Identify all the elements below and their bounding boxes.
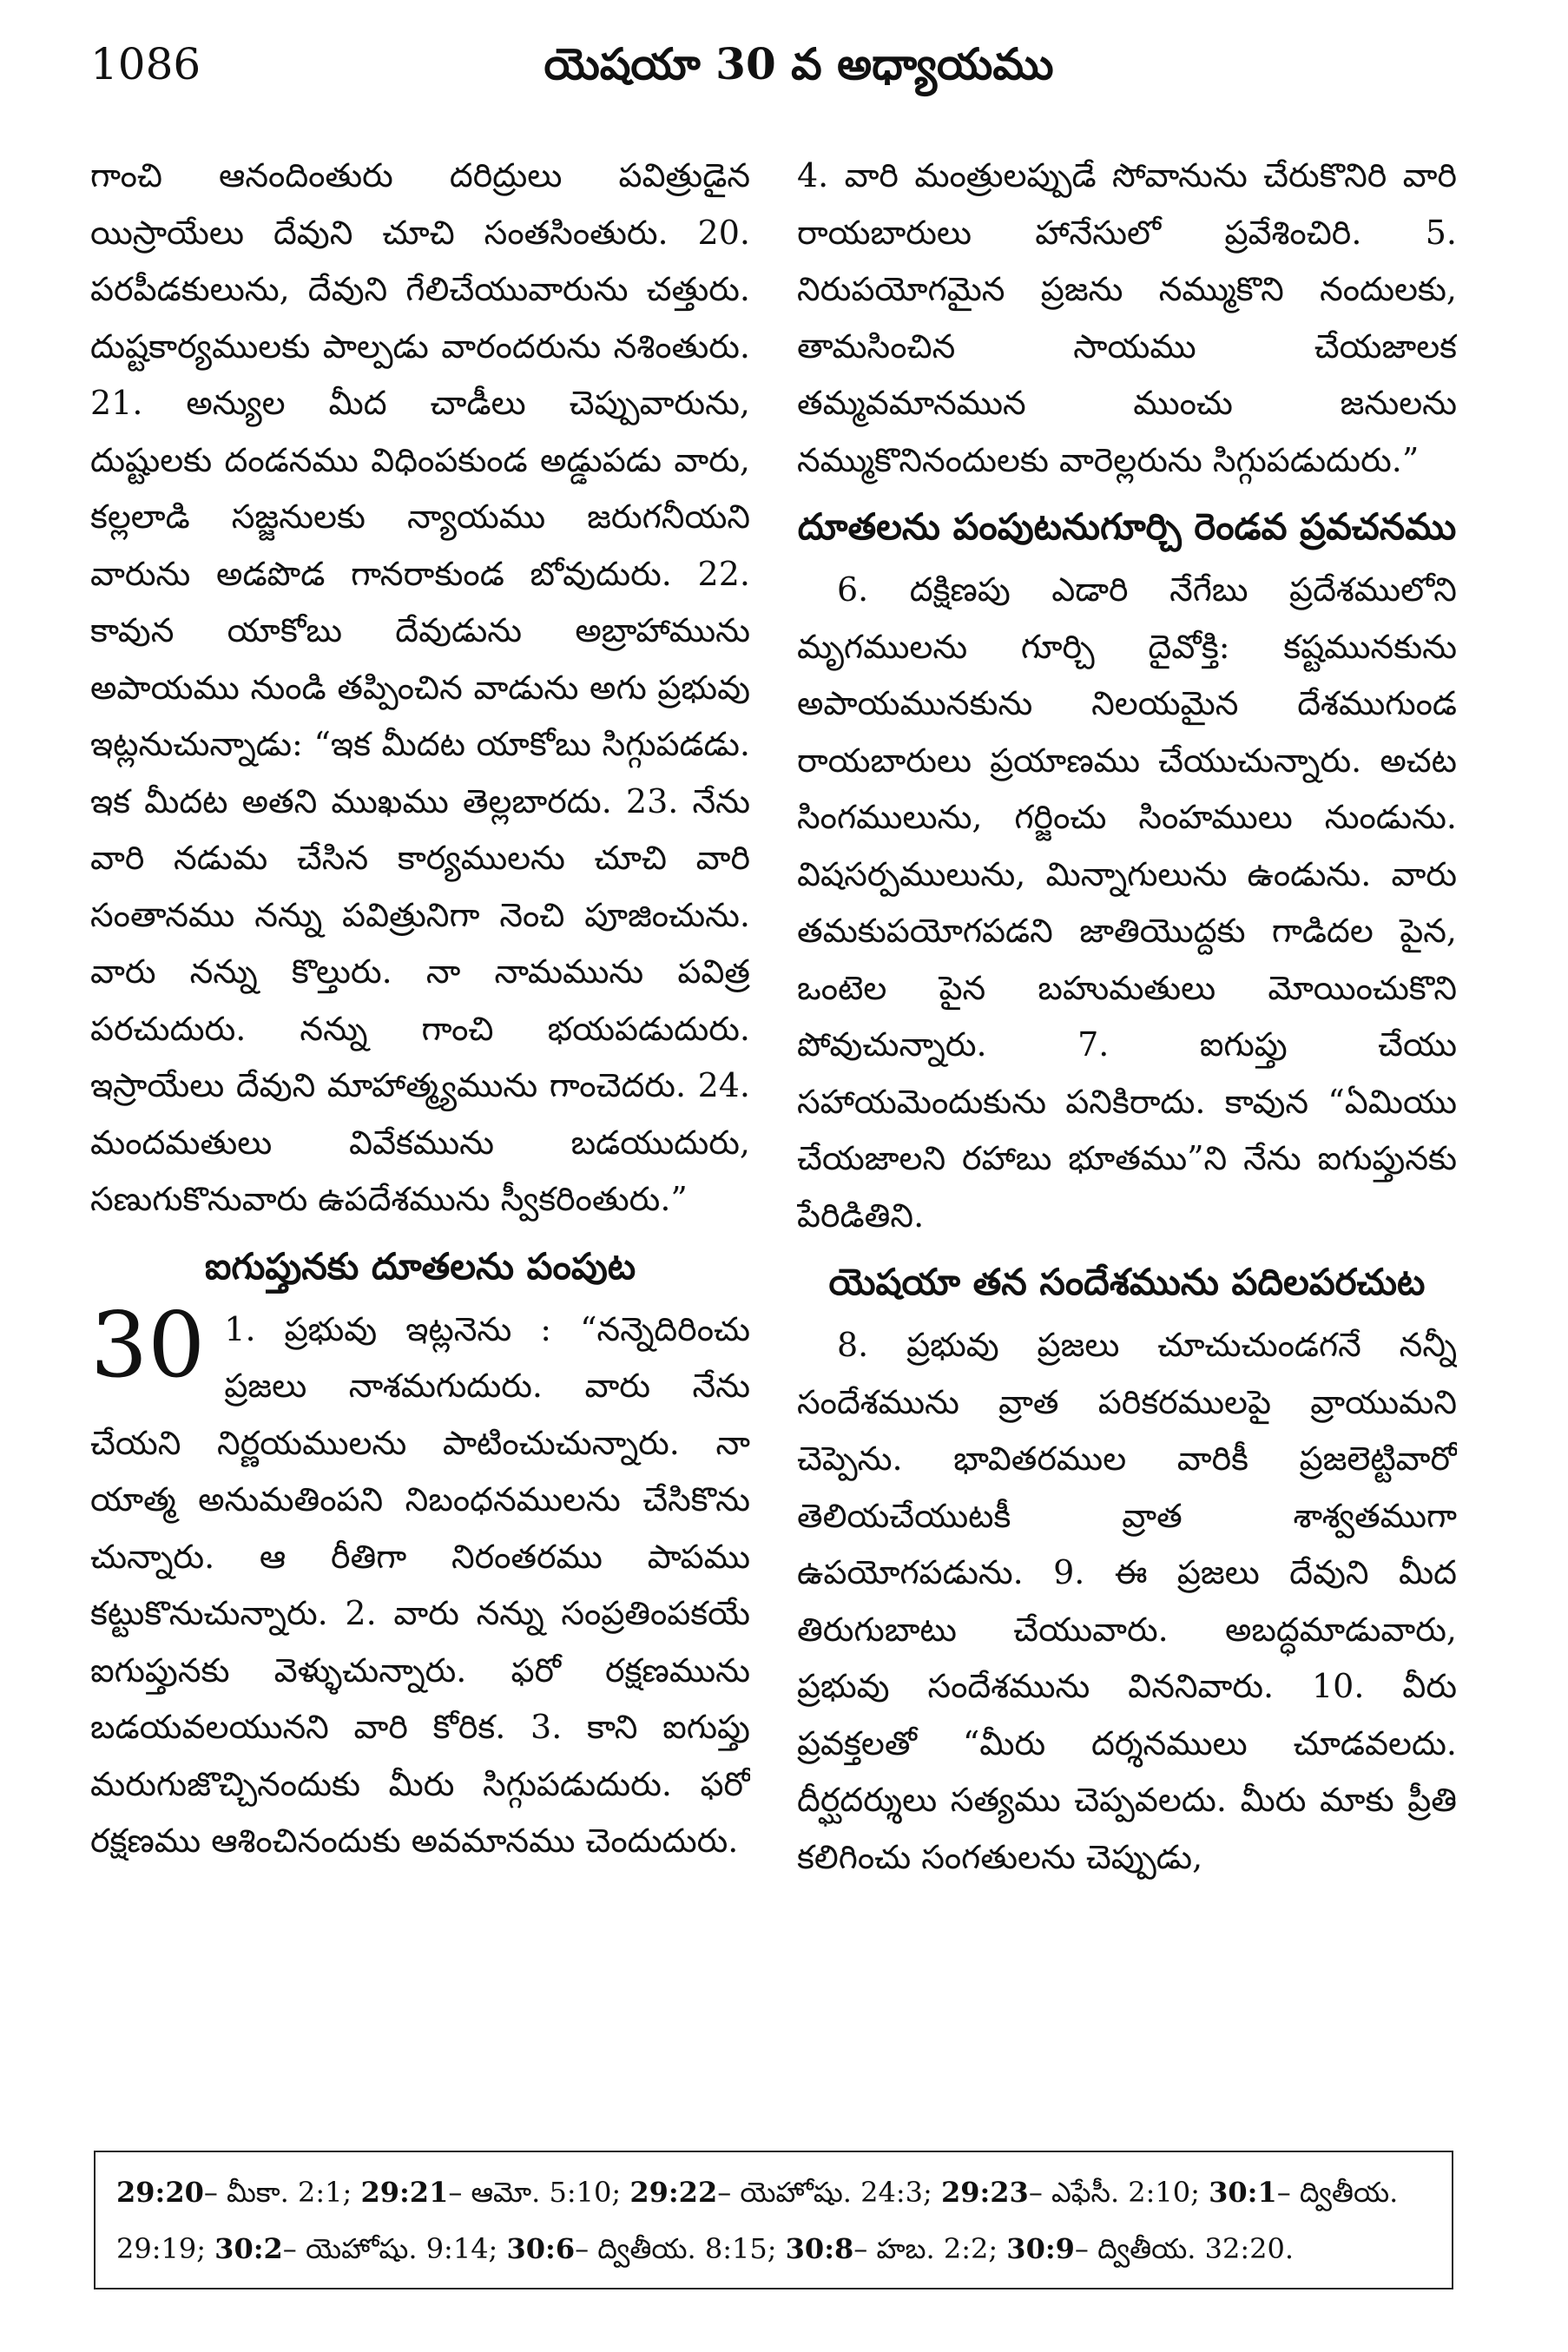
page-number: 1086: [90, 39, 201, 89]
footnote-text: హబ. 2:2;: [876, 2232, 998, 2265]
cross-reference-text: 29:20– మీకా. 2:1; 29:21– ఆమో. 5:10; 29:22– యెహోషు. 24:3; 29:23– ఎఫేసీ. 2:10; 30:1– ద్వితీయ. 29:19; 30:2– యెహోషు. 9:14; 30:6– ద్వితీయ. 8:15; 30:8– హబ. 2:2; 30:9– ద్వితీయ. 32:20.: [116, 2176, 1399, 2265]
body-paragraph: గాంచి ఆనందింతురు దరిద్రులు పవిత్రుడైన యిస్రాయేలు దేవుని చూచి సంతసింతురు. 20. పరపీడకులును, దేవుని గేలిచేయువారును చత్తురు. దుష్టకార్యములకు పాల్పడు వారందరును నశింతురు. 21. అన్యుల మీద చాడీలు చెప్పువారును, దుష్టులకు దండనము విధింపకుండ అడ్డుపడు వారు, కల్లలాడి సజ్జనులకు న్యాయము జరుగనీయని వారును అడపొడ గానరాకుండ బోవుదురు. 22. కావున యాకోబు దేవుడును అబ్రాహామును అపాయము నుండి తప్పించిన వాడును అగు ప్రభువు ఇట్లనుచున్నాడు: “ఇక మీదట యాకోబు సిగ్గుపడడు. ఇక మీదట అతని ముఖము తెల్లబారదు. 23. నేను వారి నడుమ చేసిన కార్యములను చూచి వారి సంతానము నన్ను పవిత్రునిగా నెంచి పూజించును. వారు నన్ను కొల్తురు. నా నామమును పవిత్ర పరచుదురు. నన్ను గాంచి భయపడుదురు. ఇస్రాయేలు దేవుని మాహాత్మ్యమును గాంచెదరు. 24. మందమతులు వివేకమును బడయుదురు, సణుగుకొనువారు ఉపదేశమును స్వీకరింతురు.”: [90, 156, 750, 1218]
body-paragraph: 4. వారి మంత్రులప్పుడే సోవానును చేరుకొనిరి వారి రాయబారులు హానేసులో ప్రవేశించిరి. 5. నిరుపయోగమైన ప్రజను నమ్ముకొని నందులకు, తామసించిన సాయము చేయజాలక తమ్మవమానమున ముంచు జనులను నమ్ముకొనినందులకు వారెల్లరును సిగ్గుపడుదురు.”: [797, 156, 1457, 479]
footnote-text: యెహోషు. 9:14;: [305, 2232, 498, 2265]
footnote-ref: 30:9: [1006, 2232, 1075, 2265]
footnote-text: ద్వితీయ. 32:20.: [1097, 2232, 1295, 2265]
cross-reference-box: [94, 2151, 1453, 2289]
footnote-ref: 29:20: [116, 2176, 204, 2209]
chapter-number: 30: [90, 1291, 206, 1398]
chapter-opening: [90, 1291, 750, 1870]
section-heading: దూతలను పంపుటనుగూర్చి రెండవ ప్రవచనము: [797, 505, 1457, 548]
footnote-ref: 30:6: [506, 2232, 576, 2265]
footnote-text: ఆమో. 5:10;: [471, 2176, 622, 2209]
running-head: యెషయా 30 వ అధ్యాయము: [544, 38, 1054, 89]
footnote-text: యెహోషు. 24:3;: [740, 2176, 932, 2209]
footnote-text: ఎఫేసీ. 2:10;: [1051, 2176, 1200, 2209]
footnote-ref: 29:23: [940, 2176, 1029, 2209]
section-heading: ఐగుప్తునకు దూతలను పంపుట: [204, 1244, 636, 1288]
footnote-text: ద్వితీయ. 8:15;: [597, 2232, 777, 2265]
footnote-text: ద్వితీయ. 29:19;: [116, 2176, 1399, 2265]
footnote-ref: 30:2: [214, 2232, 283, 2265]
footnote-text: మీకా. 2:1;: [227, 2176, 352, 2209]
body-paragraph: 6. దక్షిణపు ఎడారి నేగేబు ప్రదేశములోని మృగములను గూర్చి దైవోక్తి: కష్టమునకును అపాయమునకును నిలయమైన దేశముగుండ రాయబారులు ప్రయాణము చేయుచున్నారు. అచట సింగములును, గర్జించు సింహములు నుండును. విషసర్పములును, మిన్నాగులును ఉండును. వారు తమకుపయోగపడని జాతియొద్దకు గాడిదల పైన, ఒంటెల పైన బహుమతులు మోయించుకొని పోవుచున్నారు. 7. ఐగుప్తు చేయు సహాయమెందుకును పనికిరాదు. కావున “ఏమియు చేయజాలని రహాబు భూతము”ని నేను ఐగుప్తునకు పేరిడితిని.: [797, 570, 1457, 1235]
section-heading: యెషయా తన సందేశమును పదిలపరచుట: [828, 1261, 1426, 1303]
footnote-ref: 30:8: [785, 2232, 854, 2265]
body-paragraph: 1. ప్రభువు ఇట్లనెను : “నన్నెదిరించు ప్రజలు నాశమగుదురు. వారు నేను చేయని నిర్ణయములను పాటించుచున్నారు. నా యాత్మ అనుమతింపని నిబంధనములను చేసికొను చున్నారు. ఆ రీతిగా నిరంతరము పాపము కట్టుకొనుచున్నారు. 2. వారు నన్ను సంప్రతింపకయే ఐగుప్తునకు వెళ్ళుచున్నారు. ఫరో రక్షణమును బడయవలయునని వారి కోరిక. 3. కాని ఐగుప్తు మరుగుజొచ్చినందుకు మీరు సిగ్గుపడుదురు. ఫరో రక్షణము ఆశించినందుకు అవమానము చెందుదురు.: [90, 1309, 750, 1860]
left-column: [90, 148, 750, 2101]
footnote-ref: 29:21: [360, 2176, 449, 2209]
footnote-ref: 29:22: [629, 2176, 718, 2209]
body-paragraph: 8. ప్రభువు ప్రజలు చూచుచుండగనే నన్నీ సందేశమును వ్రాత పరికరములపై వ్రాయుమని చెప్పెను. భావితరముల వారికీ ప్రజలెట్టివారో తెలియచేయుటకీ వ్రాత శాశ్వతముగా ఉపయోగపడును. 9. ఈ ప్రజలు దేవుని మీద తిరుగుబాటు చేయువారు. అబద్ధమాడువారు, ప్రభువు సందేశమును విననివారు. 10. వీరు ప్రవక్తలతో “మీరు దర్శనములు చూడవలదు. దీర్ఘదర్శులు సత్యము చెప్పవలదు. మీరు మాకు ప్రీతి కలిగించు సంగతులను చెప్పుడు,: [797, 1326, 1457, 1876]
right-column: [797, 148, 1457, 2101]
footnote-ref: 30:1: [1209, 2176, 1277, 2209]
